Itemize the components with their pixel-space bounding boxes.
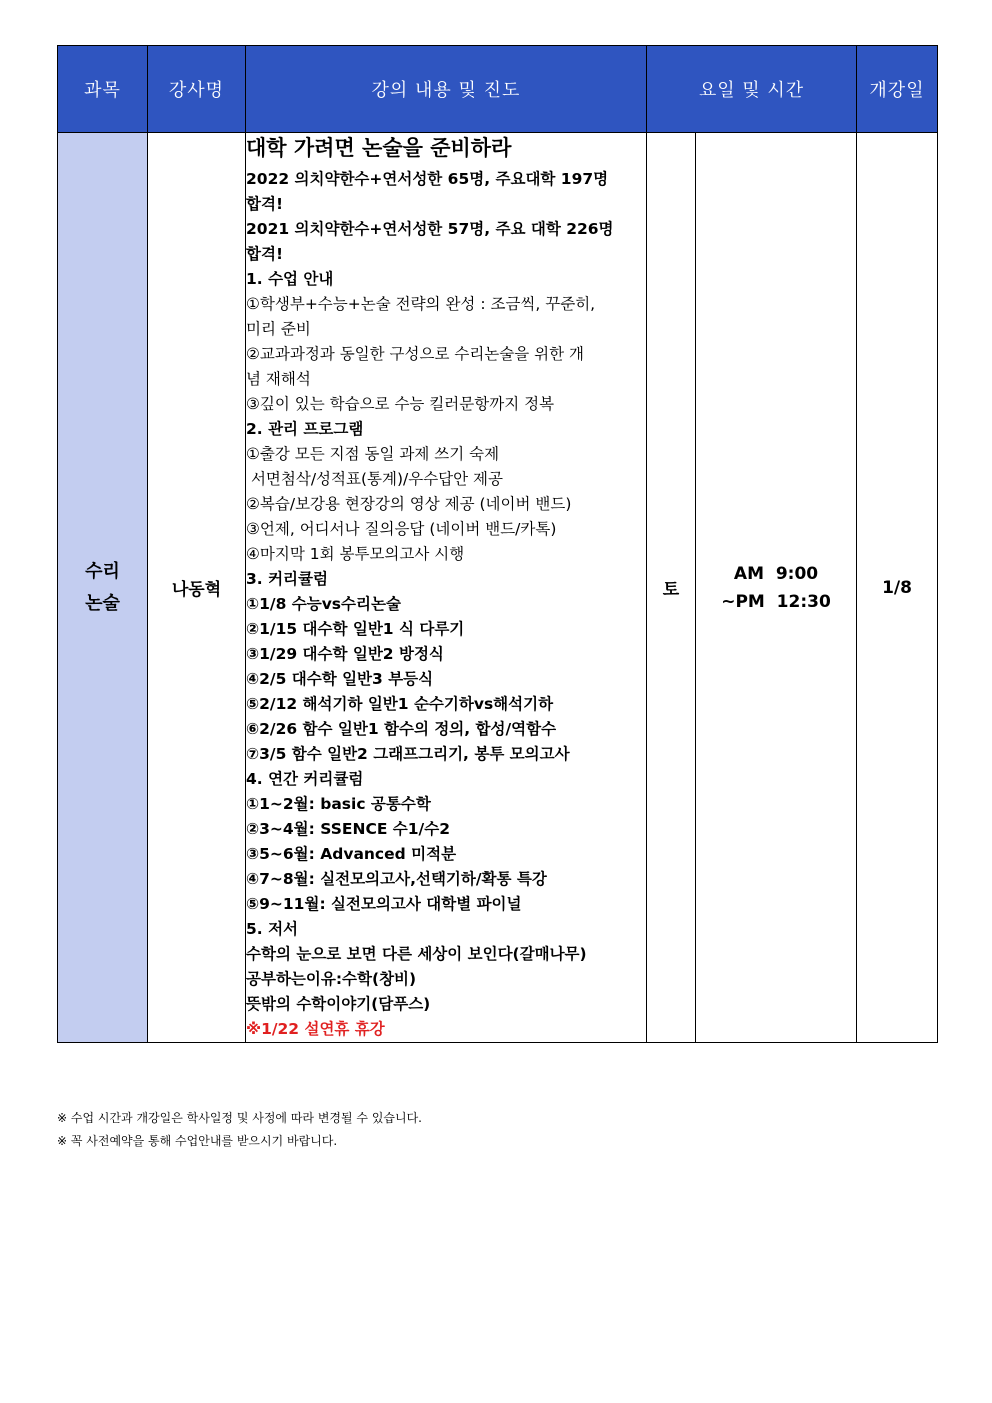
- content-line: ②1/15 대수학 일반1 식 다루기: [246, 620, 465, 638]
- day-cell: 토: [647, 133, 696, 1043]
- content-lines: [246, 167, 646, 1042]
- content-line: ④2/5 대수학 일반3 부등식: [246, 670, 434, 688]
- content-line: ③5~6월: Advanced 미적분: [246, 845, 457, 863]
- content-line: ※1/22 설연휴 휴강: [246, 1020, 385, 1038]
- header-content: 강의 내용 및 진도: [246, 46, 647, 133]
- subject-cell: [58, 133, 148, 1043]
- content-line: ②교과과정과 동일한 구성으로 수리논술을 위한 개: [246, 345, 584, 363]
- content-line: ①1/8 수능vs수리논술: [246, 595, 401, 613]
- content-line: 미리 준비: [246, 320, 311, 338]
- content-line: ③1/29 대수학 일반2 방정식: [246, 645, 444, 663]
- content-line: ①1~2월: basic 공통수학: [246, 795, 431, 813]
- content-line: ②복습/보강용 현장강의 영상 제공 (네이버 밴드): [246, 495, 572, 513]
- content-line: ④7~8월: 실전모의고사,선택기하/확통 특강: [246, 870, 547, 888]
- content-line: 합격!: [246, 245, 284, 263]
- course-row: [58, 133, 938, 1043]
- content-cell: [246, 133, 647, 1043]
- footnote: ※ 꼭 사전예약을 통해 수업안내를 받으시기 바랍니다.: [57, 1134, 338, 1148]
- content-line: ④마지막 1회 봉투모의고사 시행: [246, 545, 465, 563]
- content-line: ①학생부+수능+논술 전략의 완성 : 조금씩, 꾸준히,: [246, 295, 596, 313]
- content-line: ③깊이 있는 학습으로 수능 킬러문항까지 정복: [246, 395, 555, 413]
- subject-line: 수리: [85, 560, 120, 582]
- subject-line: 논술: [85, 592, 120, 614]
- time-cell: [696, 133, 857, 1043]
- header-day-time: 요일 및 시간: [647, 46, 857, 133]
- header-start-date: 개강일: [857, 46, 938, 133]
- content-line: ⑤2/12 해석기하 일반1 순수기하vs해석기하: [246, 695, 554, 713]
- instructor-cell: 나동혁: [148, 133, 246, 1043]
- header-row: [58, 46, 938, 133]
- content-line: 2. 관리 프로그램: [246, 420, 364, 438]
- content-line: 뜻밖의 수학이야기(담푸스): [246, 995, 431, 1013]
- course-table: [57, 45, 938, 1043]
- content-line: 2021 의치약한수+연서성한 57명, 주요 대학 226명: [246, 220, 614, 238]
- header-subject: 과목: [58, 46, 148, 133]
- content-line: 합격!: [246, 195, 284, 213]
- content-line: ②3~4월: SSENCE 수1/수2: [246, 820, 450, 838]
- content-line: 2022 의치약한수+연서성한 65명, 주요대학 197명: [246, 170, 609, 188]
- footnote: ※ 수업 시간과 개강일은 학사일정 및 사정에 따라 변경될 수 있습니다.: [57, 1111, 422, 1125]
- content-line: 념 재해석: [246, 370, 311, 388]
- time-start: AM 9:00: [733, 563, 819, 584]
- time-end: ~PM 12:30: [721, 591, 831, 612]
- content-line: 수학의 눈으로 보면 다른 세상이 보인다(갈매나무): [246, 945, 587, 963]
- content-line: ⑤9~11월: 실전모의고사 대학별 파이널: [246, 895, 522, 913]
- content-line: ⑥2/26 함수 일반1 함수의 정의, 합성/역함수: [246, 720, 557, 738]
- content-line: 5. 저서: [246, 920, 299, 938]
- content-line: 3. 커리큘럼: [246, 570, 328, 588]
- footnotes: [57, 1107, 422, 1153]
- start-date-cell: 1/8: [857, 133, 938, 1043]
- header-instructor: 강사명: [148, 46, 246, 133]
- content-line: 공부하는이유:수학(창비): [246, 970, 417, 988]
- content-line: ③언제, 어디서나 질의응답 (네이버 밴드/카톡): [246, 520, 557, 538]
- content-line: ⑦3/5 함수 일반2 그래프그리기, 봉투 모의고사: [246, 745, 570, 763]
- content-line: 1. 수업 안내: [246, 270, 334, 288]
- content-line: ①출강 모든 지점 동일 과제 쓰기 숙제: [246, 445, 500, 463]
- content-title: 대학 가려면 논술을 준비하라: [246, 136, 512, 160]
- content-line: 4. 연간 커리큘럼: [246, 770, 364, 788]
- content-line: 서면첨삭/성적표(통계)/우수답안 제공: [246, 470, 503, 488]
